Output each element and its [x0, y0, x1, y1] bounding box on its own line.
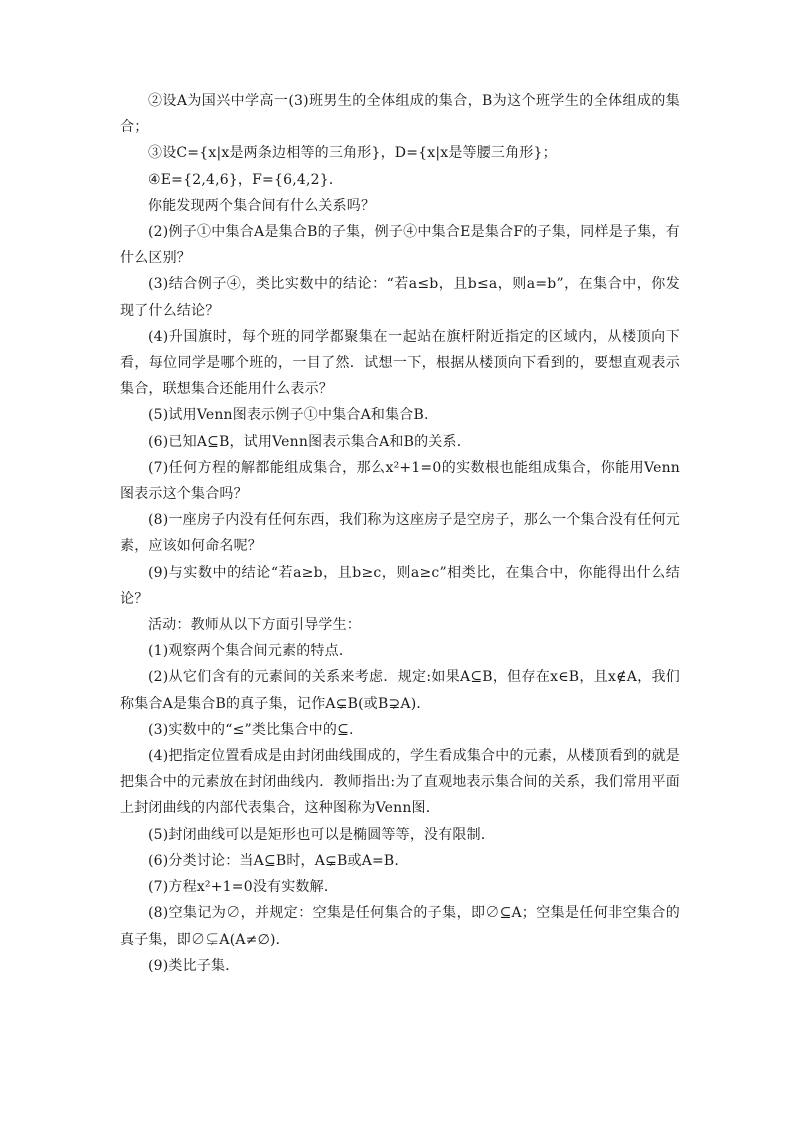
paragraph-question-4: (4)升国旗时，每个班的同学都聚集在一起站在旗杆附近指定的区域内，从楼顶向下看，每位同学是哪个班的，一目了然．试想一下，根据从楼顶向下看到的，要想直观表示集合，联想集合还能用什么表示？	[120, 328, 680, 398]
paragraph-answer-6: (6)分类讨论：当A⊆B时，A⊊B或A=B.	[148, 852, 400, 869]
paragraph-question-6: (6)已知A⊆B，试用Venn图表示集合A和B的关系．	[148, 433, 471, 450]
paragraph-example-3: ③设C={x|x是两条边相等的三角形}，D={x|x是等腰三角形}；	[148, 145, 557, 162]
paragraph-example-2: ②设A为国兴中学高一(3)班男生的全体组成的集合，B为这个班学生的全体组成的集合；	[120, 93, 680, 136]
paragraph-answer-1: (1)观察两个集合间元素的特点．	[148, 643, 354, 660]
paragraph-question-7: (7)任何方程的解都能组成集合，那么x²+1=0的实数根也能组成集合，你能用Venn图表示这个集合吗？	[120, 459, 680, 503]
paragraph-question-relation: 你能发现两个集合间有什么关系吗？	[148, 197, 376, 214]
paragraph-answer-3: (3)实数中的“≤”类比集合中的⊆.	[148, 721, 354, 738]
paragraph-question-8: (8)一座房子内没有任何东西，我们称为这座房子是空房子，那么一个集合没有任何元素，应该如何命名呢？	[120, 512, 680, 555]
paragraph-question-3: (3)结合例子④，类比实数中的结论：“若a≤b，且b≤a，则a=b”，在集合中，你发现了什么结论？	[120, 276, 680, 319]
paragraph-answer-5: (5)封闭曲线可以是矩形也可以是椭圆等等，没有限制．	[148, 826, 496, 843]
paragraph-answer-7: (7)方程x²+1=0没有实数解．	[148, 879, 339, 896]
paragraph-example-4: ④E={2,4,6}，F={6,4,2}．	[148, 171, 344, 188]
paragraph-question-5: (5)试用Venn图表示例子①中集合A和集合B.	[148, 407, 429, 424]
paragraph-question-2: (2)例子①中集合A是集合B的子集，例子④中集合E是集合F的子集，同样是子集，有什么区别？	[120, 224, 680, 267]
paragraph-answer-2: (2)从它们含有的元素间的关系来考虑．规定:如果A⊆B，但存在x∈B，且x∉A，我们称集合A是集合B的真子集，记作A⊊B(或B⊋A)．	[120, 669, 680, 712]
document-body	[120, 88, 680, 979]
paragraph-answer-8: (8)空集记为∅，并规定：空集是任何集合的子集，即∅⊆A；空集是任何非空集合的真子集，即∅⊊A(A≠∅)．	[120, 905, 680, 948]
paragraph-answer-4: (4)把指定位置看成是由封闭曲线围成的，学生看成集合中的元素，从楼顶看到的就是把集合中的元素放在封闭曲线内．教师指出:为了直观地表示集合间的关系，我们常用平面上封闭曲线的内部代表集合，这种图称为Venn图．	[120, 748, 680, 817]
paragraph-answer-9: (9)类比子集．	[148, 957, 240, 974]
paragraph-activity-heading: 活动：教师从以下方面引导学生：	[148, 617, 361, 634]
paragraph-question-9: (9)与实数中的结论“若a≥b，且b≥c，则a≥c”相类比，在集合中，你能得出什么结论？	[120, 564, 680, 607]
